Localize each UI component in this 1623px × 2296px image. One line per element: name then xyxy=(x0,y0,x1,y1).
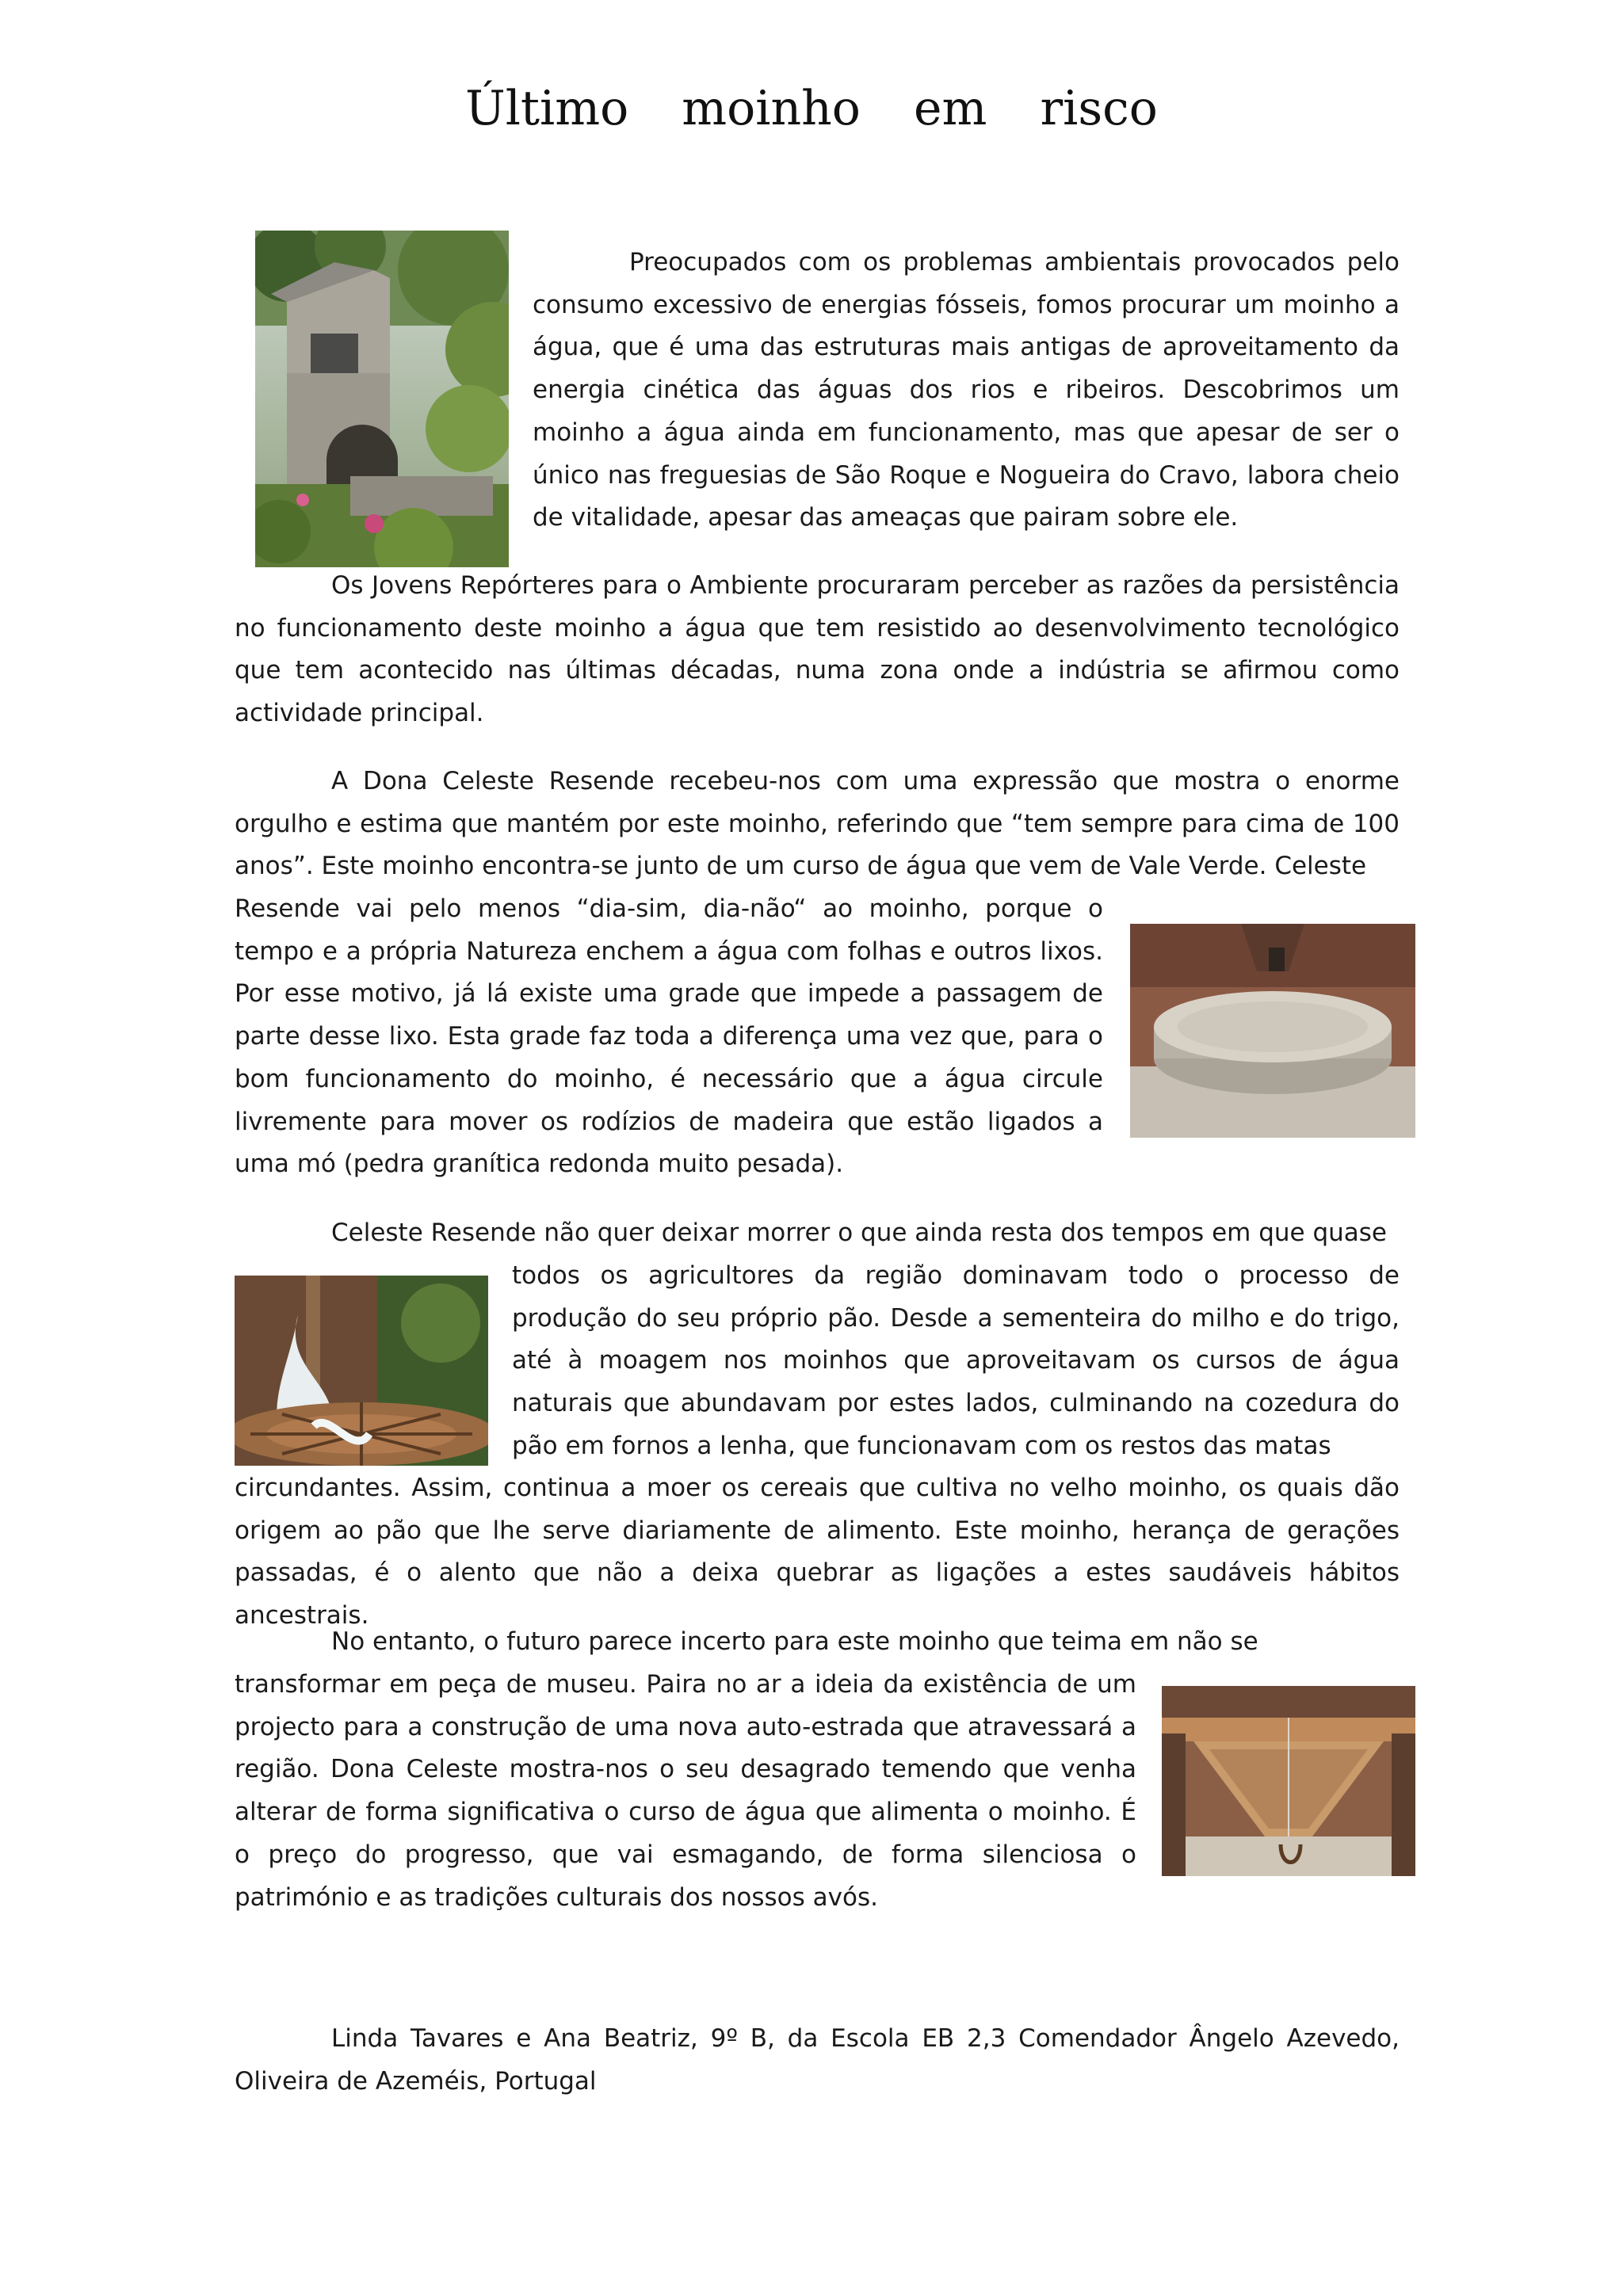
millstone-illustration xyxy=(1130,924,1415,1138)
millstone-photo xyxy=(1130,924,1415,1138)
paragraph-celeste-side-text: Resende vai pelo menos “dia-sim, dia-não“ ao moinho, porque o tempo e a própria Natureza enchem a água com folhas e outros lixos. Por esse motivo, já lá existe uma grade que impede a passagem de parte desse lixo. Esta grade faz toda a diferença uma vez que, para o bom funcionamento do moinho, é necessário que a água circule livremente para mover os rodízios de madeira que estão ligados a uma mó (pedra granítica redonda muito pesada). xyxy=(235,894,1103,1179)
paragraph-tradition-top xyxy=(235,1212,1400,1255)
mill-house-photo xyxy=(255,231,509,567)
paragraph-reporters-text: Os Jovens Repórteres para o Ambiente procuraram perceber as razões da persistência no funcionamento deste moinho a água que tem resistido ao desenvolvimento tecnológico que tem acontecido nas últimas décadas, numa zona onde a indústria se afirmou como actividade principal. xyxy=(235,571,1400,728)
paragraph-future-top xyxy=(235,1621,1400,1664)
paragraph-tradition-bottom-text: circundantes. Assim, continua a moer os cereais que cultiva no velho moinho, os quais dão origem ao pão que lhe serve diariamente de alimento. Este moinho, herança de gerações passadas, é o alento que não a deixa quebrar as ligações a estes saudáveis hábitos ancestrais. xyxy=(235,1474,1400,1630)
paragraph-tradition-side-text: todos os agricultores da região dominavam todo o processo de produção do seu próprio pão. Desde a sementeira do milho e do trigo, até à moagem nos moinhos que aproveitavam os cursos de água naturais que abundavam por estes lados, culminando na cozedura do pão em fornos a lenha, que funcionavam com os restos das matas xyxy=(512,1261,1400,1460)
paragraph-reporters xyxy=(235,565,1400,735)
paragraph-tradition-side xyxy=(512,1255,1400,1468)
paragraph-intro xyxy=(533,242,1400,540)
paragraph-celeste-top xyxy=(235,761,1400,888)
author-signature-text: Linda Tavares e Ana Beatriz, 9º B, da Escola EB 2,3 Comendador Ângelo Azevedo, Oliveira de Azeméis, Portugal xyxy=(235,2024,1400,2096)
paragraph-future-side xyxy=(235,1664,1136,1919)
water-wheel-photo xyxy=(235,1276,488,1466)
hopper-illustration xyxy=(1162,1686,1415,1876)
author-signature xyxy=(235,2018,1400,2103)
water-wheel-illustration xyxy=(235,1276,488,1466)
page-title: Último moinho em risco xyxy=(465,81,1158,136)
paragraph-celeste-side xyxy=(235,888,1103,1186)
paragraph-celeste-top-text: A Dona Celeste Resende recebeu-nos com uma expressão que mostra o enorme orgulho e estima que mantém por este moinho, referindo que “tem sempre para cima de 100 anos”. Este moinho encontra-se junto de um curso de água que vem de Vale Verde. Celeste xyxy=(235,767,1400,881)
paragraph-intro-text: Preocupados com os problemas ambientais provocados pelo consumo excessivo de energias fósseis, fomos procurar um moinho a água, que é uma das estruturas mais antigas de aproveitamento da energia cinética das águas dos rios e ribeiros. Descobrimos um moinho a água ainda em funcionamento, mas que apesar de ser o único nas freguesias de São Roque e Nogueira do Cravo, labora cheio de vitalidade, apesar das ameaças que pairam sobre ele. xyxy=(533,248,1400,532)
mill-house-illustration xyxy=(255,231,509,567)
paragraph-future-side-text: transformar em peça de museu. Paira no ar a ideia da existência de um projecto para a construção de uma nova auto-estrada que atravessará a região. Dona Celeste mostra-nos o seu desagrado temendo que venha alterar de forma significativa o curso de água que alimenta o moinho. É o preço do progresso, que vai esmagando, de forma silenciosa o património e as tradições culturais dos nossos avós. xyxy=(235,1670,1136,1912)
paragraph-tradition-bottom xyxy=(235,1467,1400,1638)
paragraph-future-top-text: No entanto, o futuro parece incerto para este moinho que teima em não se xyxy=(331,1627,1258,1656)
paragraph-tradition-top-text: Celeste Resende não quer deixar morrer o que ainda resta dos tempos em que quase xyxy=(331,1219,1387,1247)
hopper-photo xyxy=(1162,1686,1415,1876)
